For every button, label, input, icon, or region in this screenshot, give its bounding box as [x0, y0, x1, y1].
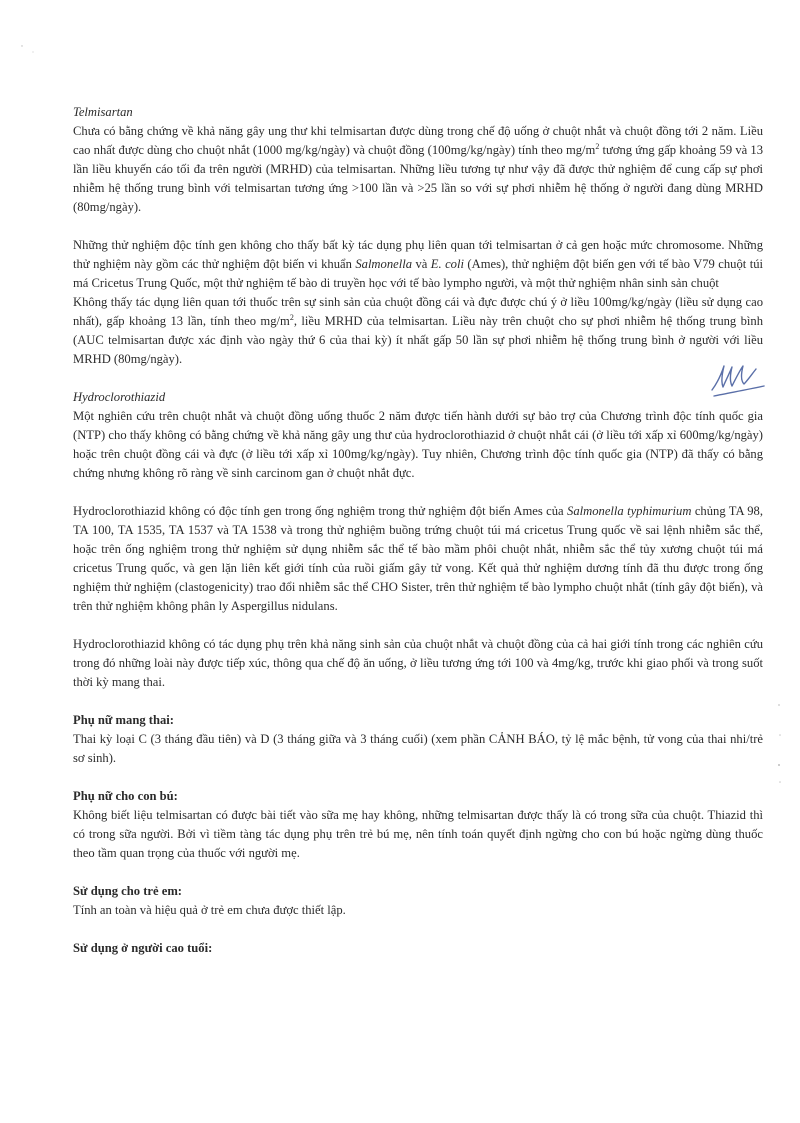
pediatric-paragraph: Tính an toàn và hiệu quả ở trẻ em chưa được thiết lập.: [73, 903, 346, 917]
pediatric-heading: Sử dụng cho trẻ em:: [73, 884, 183, 898]
hydrochlorothiazide-carcinogenicity-paragraph: Một nghiên cứu trên chuột nhắt và chuột đồng uống thuốc 2 năm được tiến hành dưới sự bảo trợ của Chương trình độc tính quốc gia (NTP) cho thấy không có bằng chứng về khả năng gây ung thư của hydroclorothiazid ở chuột nhắt cái (ở liều tới xấp xỉ 600mg/kg/ngày) hoặc trên chuột đồng cái và đực (ở liều tới xấp xỉ 100mg/kg/ngày). Tuy nhiên, Chương trình độc tính quốc gia (NTP) đã thấy có bằng chứng nhưng không rõ ràng về sinh carcinom gan ở chuột nhắt đực.: [73, 409, 763, 480]
hydrochlorothiazide-fertility-paragraph: Hydroclorothiazid không có tác dụng phụ trên khả năng sinh sản của chuột nhắt và chuột đồng của cả hai giới tính trong các nghiên cứu trong đó những loài này được tiếp xúc, thông qua chế độ ăn uống, ở liều tương ứng tới 100 và 4mg/kg, trước khi giao phối và trong suốt thời kỳ mang thai.: [73, 637, 763, 689]
hydrochlorothiazide-genotoxicity-paragraph: Hydroclorothiazid không có độc tính gen trong ống nghiệm trong thử nghiệm đột biến Ames của Salmonella typhimurium chủng TA 98, TA 100, TA 1535, TA 1537 và TA 1538 và trong thử nghiệm buồng trứng chuột túi má cricetus Trung quốc về sai lệnh nhiễm sắc thể, hoặc trên ống nghiệm trong thử nghiệm sử dụng nhiễm sắc thể tế bào mầm phôi chuột nhắt, nhiễm sắc thể tủy xương chuột túi má cricetus Trung quốc, và gen lặn liên kết giới tính của ruồi giấm gây tử vong. Kết quả thử nghiệm dương tính đã thu được trong ống nghiệm thử nghiệm (clastogenicity) trao đổi nhiễm sắc thể CHO Sister, trên thử nghiệm tế bào lympho chuột nhắt (tính gây đột biến), và trên thử nghiệm không phân ly Aspergillus nidulans.: [73, 504, 763, 613]
telmisartan-carcinogenicity-paragraph: Chưa có bằng chứng về khả năng gây ung thư khi telmisartan được dùng trong chế độ uống ở chuột nhắt và chuột đồng tới 2 năm. Liều cao nhất được dùng cho chuột nhắt (1000 mg/kg/ngày) và chuột đồng (100mg/kg/ngày) tính theo $mg/m^2$ tương ứng gấp khoảng 59 và 13 lần liều khuyến cáo tối đa trên người (MRHD) của telmisartan. Những liều tương tự như vậy đã được thử nghiệm để cung cấp sự phơi nhiễm hệ thống trung bình với telmisartan tương ứng >100 lần và >25 lần so với sự phơi nhiễm hệ thống ở người đang dùng MRHD (80mg/ngày).: [73, 124, 763, 214]
telmisartan-fertility-paragraph: Không thấy tác dụng liên quan tới thuốc trên sự sinh sản của chuột đồng cái và đực được chú ý ở liều 100mg/kg/ngày (liều sử dụng cao nhất), gấp khoảng 13 lần, tính theo $mg/m^2$, liều MRHD của telmisartan. Liều này trên chuột cho sự phơi nhiễm hệ thống trung bình (AUC telmisartan được xác định vào ngày thứ 6 của thai kỳ) ít nhất gấp 50 lần sự phơi nhiễm hệ thống trung bình ở người với liều MRHD (80mg/ngày).: [73, 295, 763, 366]
pregnancy-heading: Phụ nữ mang thai:: [73, 713, 174, 727]
handwritten-signature: [708, 360, 768, 400]
telmisartan-heading: Telmisartan: [73, 105, 133, 119]
pregnancy-paragraph: Thai kỳ loại C (3 tháng đầu tiên) và D (3 tháng giữa và 3 tháng cuối) (xem phần CẢNH BÁO, tỷ lệ mắc bệnh, tử vong của thai nhi/trẻ sơ sinh).: [73, 732, 763, 765]
geriatric-heading: Sử dụng ở người cao tuổi:: [73, 941, 213, 955]
hydrochlorothiazide-heading: Hydroclorothiazid: [73, 390, 166, 404]
nursing-paragraph: Không biết liệu telmisartan có được bài tiết vào sữa mẹ hay không, những telmisartan được thấy là có trong sữa của chuột. Thiazid thì có trong sữa người. Bởi vì tiềm tàng tác dụng phụ trên trẻ bú mẹ, nên tính toán quyết định ngừng cho con bú hoặc ngừng dùng thuốc theo tầm quan trọng của thuốc với người mẹ.: [73, 808, 763, 860]
nursing-heading: Phụ nữ cho con bú:: [73, 789, 178, 803]
telmisartan-genotoxicity-paragraph: Những thử nghiệm độc tính gen không cho thấy bất kỳ tác dụng phụ liên quan tới telmisartan ở cả gen hoặc mức chromosome. Những thử nghiệm này gồm các thử nghiệm đột biến vi khuẩn Salmonella và E. coli (Ames), thử nghiệm đột biến gen với tế bào V79 chuột túi má Cricetus Trung Quốc, một thử nghiệm tế bào di truyền học với tế bào lympho người, và một thử nghiệm nhân sinh sản chuột: [73, 238, 763, 290]
document-body: [73, 103, 763, 958]
